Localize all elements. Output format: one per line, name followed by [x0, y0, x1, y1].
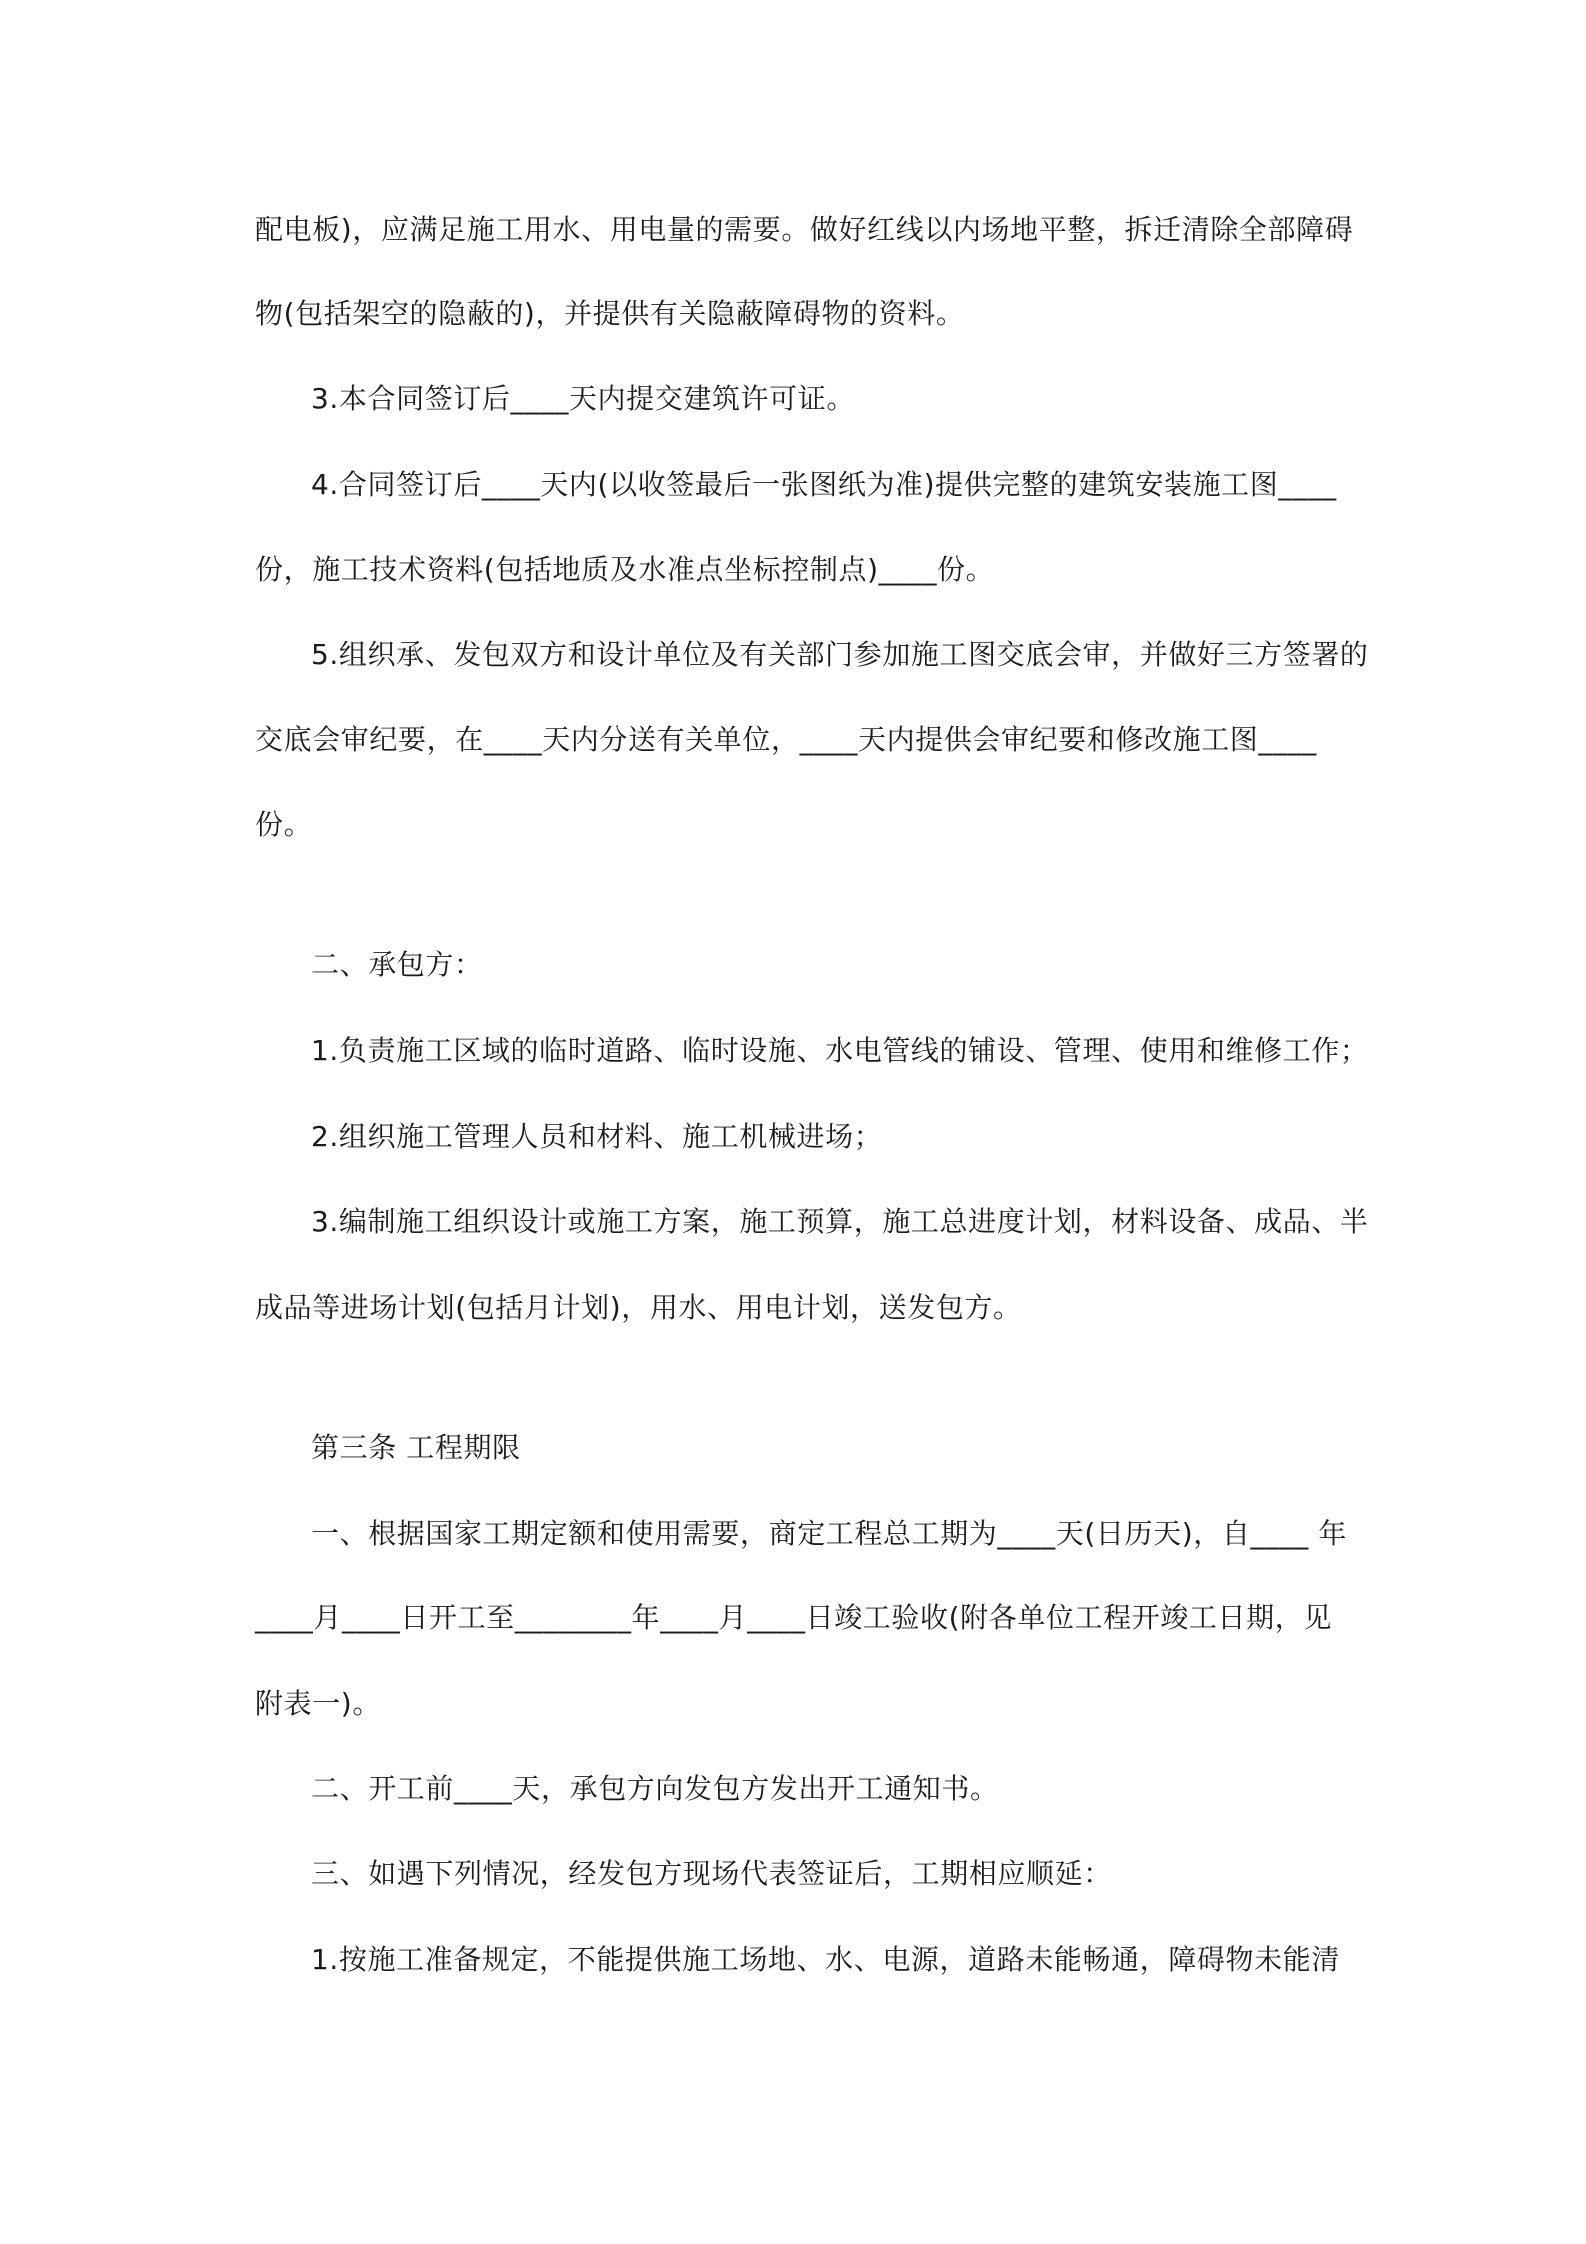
article-heading-3: 第三条 工程期限 [311, 1431, 521, 1464]
paragraph-line-11: 2.组织施工管理人员和材料、施工机械进场； [311, 1120, 883, 1153]
paragraph-line-19: 三、如遇下列情况，经发包方现场代表签证后，工期相应顺延： [311, 1857, 1112, 1890]
paragraph-line-3: 3.本合同签订后____天内提交建筑许可证。 [311, 382, 855, 415]
paragraph-line-10: 1.负责施工区域的临时道路、临时设施、水电管线的铺设、管理、使用和维修工作； [311, 1034, 1369, 1067]
paragraph-line-18: 二、开工前____天，承包方向发包方发出开工通知书。 [311, 1772, 999, 1805]
paragraph-line-12: 3.编制施工组织设计或施工方案，施工预算，施工总进度计划，材料设备、成品、半 [311, 1205, 1369, 1238]
paragraph-line-16: ____月____日开工至________年____月____日竣工验收(附各单位工程开竣工日期，见 [255, 1601, 1332, 1634]
paragraph-line-8: 份。 [255, 808, 313, 841]
paragraph-line-20: 1.按施工准备规定，不能提供施工场地、水、电源，道路未能畅通，障碍物未能清 [311, 1943, 1340, 1976]
paragraph-line-13: 成品等进场计划(包括月计划)，用水、用电计划，送发包方。 [255, 1291, 1022, 1324]
paragraph-line-4: 4.合同签订后____天内(以收签最后一张图纸为准)提供完整的建筑安装施工图____ [311, 468, 1337, 501]
section-heading-contractor: 二、承包方： [311, 948, 483, 981]
paragraph-line-15: 一、根据国家工期定额和使用需要，商定工程总工期为____天(日历天)，自____ 年 [311, 1517, 1347, 1550]
paragraph-line-5: 份，施工技术资料(包括地质及水准点坐标控制点)____份。 [255, 553, 995, 586]
paragraph-line-17: 附表一)。 [255, 1687, 381, 1720]
paragraph-line-2: 物(包括架空的隐蔽的)，并提供有关隐蔽障碍物的资料。 [255, 297, 965, 330]
paragraph-line-6: 5.组织承、发包双方和设计单位及有关部门参加施工图交底会审，并做好三方签署的 [311, 638, 1369, 671]
paragraph-line-1: 配电板)，应满足施工用水、用电量的需要。做好红线以内场地平整，拆迁清除全部障碍 [255, 213, 1354, 246]
paragraph-line-7: 交底会审纪要，在____天内分送有关单位，____天内提供会审纪要和修改施工图____ [255, 723, 1317, 756]
